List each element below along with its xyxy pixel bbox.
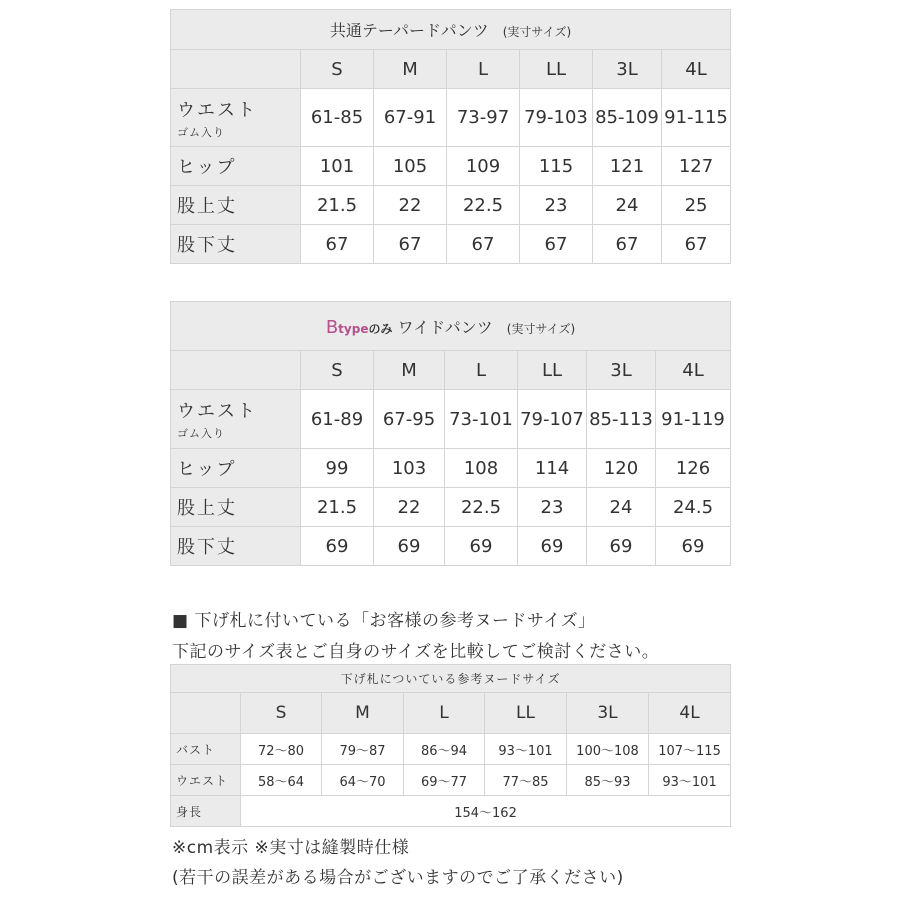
size-header: S	[301, 50, 374, 89]
corner-cell	[171, 693, 241, 734]
table-cell: 67	[520, 225, 593, 264]
table-cell: 100〜108	[567, 734, 649, 765]
table-cell: 24	[587, 488, 656, 527]
table-cell: 21.5	[301, 186, 374, 225]
table-cell: 61-89	[301, 390, 374, 449]
table-cell: 22.5	[447, 186, 520, 225]
table-row	[171, 527, 731, 566]
table-subtitle: (実寸サイズ)	[502, 25, 572, 39]
table-cell: 22.5	[445, 488, 518, 527]
size-header: M	[374, 351, 445, 390]
table-title-text: 共通テーパードパンツ	[329, 21, 489, 40]
height-range-cell: 154〜162	[241, 796, 731, 827]
table-cell: 67	[593, 225, 662, 264]
table-cell: 101	[301, 147, 374, 186]
table-title-text: ワイドパンツ	[397, 317, 493, 337]
table-cell: 64〜70	[322, 765, 404, 796]
table-title	[171, 302, 731, 351]
size-header: L	[445, 351, 518, 390]
row-label: ヒップ	[171, 147, 301, 186]
table-row	[171, 734, 731, 765]
size-header: 4L	[656, 351, 731, 390]
row-label: ヒップ	[171, 449, 301, 488]
table-cell: 58〜64	[241, 765, 322, 796]
size-header: L	[404, 693, 485, 734]
table-cell: 79-107	[518, 390, 587, 449]
table-cell: 105	[374, 147, 447, 186]
wide-pants-size-table	[170, 301, 731, 566]
table-row	[171, 449, 731, 488]
table-cell: 69	[587, 527, 656, 566]
row-label: 股上丈	[171, 186, 301, 225]
table-cell: 23	[518, 488, 587, 527]
table-title	[171, 10, 731, 50]
row-label-text: ウエスト	[177, 401, 257, 422]
size-header: 4L	[662, 50, 731, 89]
compare-instruction: 下記のサイズ表とご自身のサイズを比較してご検討ください。	[172, 642, 660, 662]
table-cell: 99	[301, 449, 374, 488]
table-cell: 85-113	[587, 390, 656, 449]
size-header: 3L	[593, 50, 662, 89]
table-subtitle: (実寸サイズ)	[506, 321, 576, 336]
corner-cell	[171, 351, 301, 390]
table-cell: 85-109	[593, 89, 662, 147]
row-label-text: ウエスト	[177, 99, 257, 121]
table-cell: 25	[662, 186, 731, 225]
table-cell: 91-119	[656, 390, 731, 449]
tag-size-note: ■ 下げ札に付いている「お客様の参考ヌードサイズ」	[172, 611, 596, 631]
size-header: 3L	[567, 693, 649, 734]
table-row	[171, 796, 731, 827]
table-cell: 79-103	[520, 89, 593, 147]
btype-mark-b: B	[325, 316, 339, 338]
table-cell: 24.5	[656, 488, 731, 527]
table-cell: 79〜87	[322, 734, 404, 765]
table-cell: 69	[445, 527, 518, 566]
table-cell: 22	[374, 186, 447, 225]
table-cell: 77〜85	[485, 765, 567, 796]
table-cell: 91-115	[662, 89, 731, 147]
corner-cell	[171, 50, 301, 89]
table-row	[171, 147, 731, 186]
table-cell: 115	[520, 147, 593, 186]
table-cell: 22	[374, 488, 445, 527]
table-cell: 73-97	[447, 89, 520, 147]
table-cell: 67	[374, 225, 447, 264]
tapered-pants-size-table	[170, 9, 731, 264]
table-cell: 85〜93	[567, 765, 649, 796]
table-cell: 23	[520, 186, 593, 225]
size-header: S	[241, 693, 322, 734]
table-cell: 67	[301, 225, 374, 264]
table-cell: 120	[587, 449, 656, 488]
btype-mark-type: type	[338, 321, 369, 336]
table-cell: 24	[593, 186, 662, 225]
size-header: S	[301, 351, 374, 390]
table-cell: 109	[447, 147, 520, 186]
table-row	[171, 765, 731, 796]
table-cell: 108	[445, 449, 518, 488]
table-cell: 121	[593, 147, 662, 186]
table-cell: 73-101	[445, 390, 518, 449]
size-header: M	[374, 50, 447, 89]
size-header: 3L	[587, 351, 656, 390]
table-cell: 69	[656, 527, 731, 566]
row-label	[171, 89, 301, 147]
size-header: L	[447, 50, 520, 89]
table-cell: 126	[656, 449, 731, 488]
table-row	[171, 390, 731, 449]
row-label	[171, 390, 301, 449]
table-cell: 93〜101	[649, 765, 731, 796]
table-cell: 107〜115	[649, 734, 731, 765]
table-cell: 69	[301, 527, 374, 566]
btype-mark-only: のみ	[368, 321, 393, 336]
row-label: 股上丈	[171, 488, 301, 527]
row-label: 身長	[171, 796, 241, 827]
tolerance-note: (若干の誤差がある場合がございますのでご了承ください)	[172, 868, 624, 888]
reference-nude-size-table	[170, 664, 731, 827]
size-header: LL	[520, 50, 593, 89]
table-cell: 86〜94	[404, 734, 485, 765]
size-header: M	[322, 693, 404, 734]
table-cell: 127	[662, 147, 731, 186]
row-label: バスト	[171, 734, 241, 765]
unit-note: ※cm表示 ※実寸は縫製時仕様	[172, 838, 410, 858]
table-row	[171, 225, 731, 264]
table-cell: 67	[662, 225, 731, 264]
row-label: ウエスト	[171, 765, 241, 796]
table-cell: 21.5	[301, 488, 374, 527]
table-title: 下げ札についている参考ヌードサイズ	[171, 665, 731, 693]
table-row	[171, 89, 731, 147]
table-cell: 103	[374, 449, 445, 488]
table-cell: 72〜80	[241, 734, 322, 765]
table-row	[171, 488, 731, 527]
table-cell: 67	[447, 225, 520, 264]
table-cell: 67-95	[374, 390, 445, 449]
table-cell: 69〜77	[404, 765, 485, 796]
row-label-note: ゴム入り	[177, 427, 225, 440]
row-label: 股下丈	[171, 225, 301, 264]
table-cell: 93〜101	[485, 734, 567, 765]
table-row	[171, 186, 731, 225]
table-cell: 69	[374, 527, 445, 566]
size-header: LL	[518, 351, 587, 390]
row-label-note: ゴム入り	[177, 125, 225, 139]
row-label: 股下丈	[171, 527, 301, 566]
table-cell: 69	[518, 527, 587, 566]
size-header: 4L	[649, 693, 731, 734]
table-cell: 67-91	[374, 89, 447, 147]
table-cell: 114	[518, 449, 587, 488]
size-header: LL	[485, 693, 567, 734]
table-cell: 61-85	[301, 89, 374, 147]
